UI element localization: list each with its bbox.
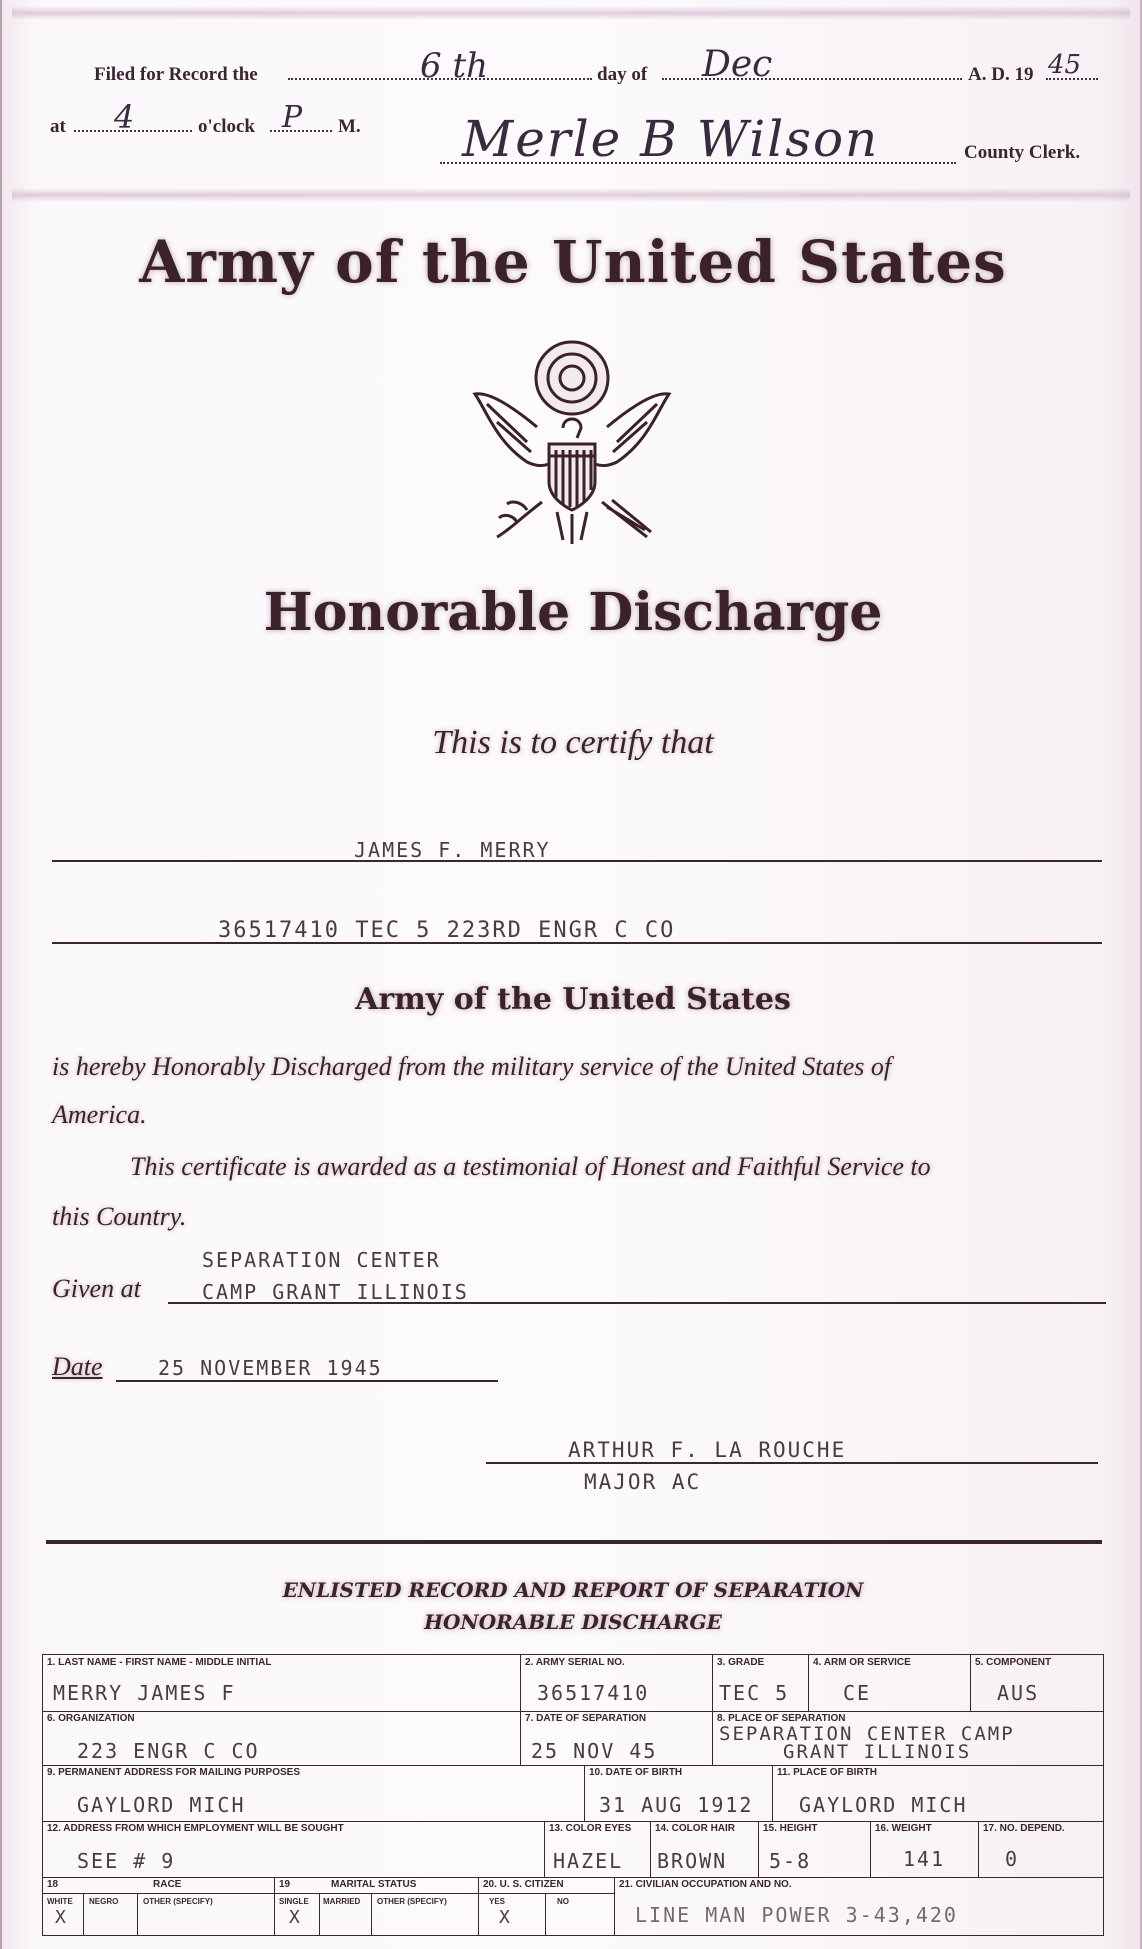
field-organization-value: 223 ENGR C CO [77,1739,260,1763]
serial-line-value: 36517410 TEC 5 223RD ENGR C CO [218,918,676,943]
field-address-header: 9. PERMANENT ADDRESS FOR MAILING PURPOSES [47,1767,300,1778]
ad-label: A. D. 19 [968,64,1034,85]
field-address [43,1765,585,1821]
citizen-opt-no: NO [557,1897,569,1906]
discharge-text-2: America. [52,1100,147,1129]
field-grade [713,1655,809,1711]
signer-line [486,1462,1098,1464]
field-hair [651,1821,759,1877]
serial-line [52,942,1102,944]
field-serial-value: 36517410 [537,1681,650,1705]
oclock-label: o'clock [198,116,255,137]
field-eyes [545,1821,651,1877]
record-grid [42,1654,1104,1936]
field-dependents-value: 0 [1005,1847,1020,1871]
field-race-header: RACE [153,1879,182,1890]
field-birth-date-header: 10. DATE OF BIRTH [589,1767,683,1778]
field-organization [43,1711,521,1765]
record-row-5 [43,1877,1105,1935]
branch-text: Army of the United States [355,982,791,1017]
field-weight-value: 141 [903,1847,946,1871]
race-sub-divider [43,1893,274,1894]
race-mark: X [55,1907,68,1928]
field-grade-header: 3. GRADE [717,1657,765,1668]
field-eyes-value: HAZEL [553,1849,624,1873]
field-name-header: 1. LAST NAME - FIRST NAME - MIDDLE INITIAL [47,1657,272,1668]
marital-opt-married: MARRIED [323,1897,361,1906]
citizen-sub-col-1 [545,1893,546,1935]
field-occupation [615,1877,1105,1935]
field-citizen-header: 20. U. S. CITIZEN [483,1879,564,1890]
great-seal-eagle-icon [467,332,677,552]
date-line [116,1380,498,1382]
hour-value: 4 [114,98,135,136]
field-separation-place-value-1: SEPARATION CENTER CAMP [719,1723,1015,1745]
given-at-line [168,1302,1106,1304]
field-birth-place-value: GAYLORD MICH [799,1793,968,1817]
field-height-value: 5-8 [769,1849,812,1873]
day-of-label: day of [597,64,648,85]
field-serial-header: 2. ARMY SERIAL NO. [525,1657,625,1668]
section-divider [46,1540,1102,1544]
record-row-1 [43,1655,1105,1711]
field-marital [275,1877,479,1935]
field-arm-header: 4. ARM OR SERVICE [813,1657,911,1668]
marital-sub-divider [275,1893,478,1894]
field-component [971,1655,1105,1711]
ampm-value: P [282,100,303,135]
field-weight [871,1821,979,1877]
discharge-text-1: is hereby Honorably Discharged from the military service of the United States of [52,1052,892,1081]
field-separation-place-value-2: GRANT ILLINOIS [783,1741,972,1763]
given-at-line1: SEPARATION CENTER [202,1248,441,1272]
filed-label: Filed for Record the [94,64,258,85]
header-band [12,188,1130,202]
field-citizen [479,1877,615,1935]
race-opt-negro: NEGRO [89,1897,119,1906]
name-value: JAMES F. MERRY [354,838,551,862]
field-marital-header: MARITAL STATUS [331,1879,417,1890]
award-text-2: this Country. [52,1202,187,1231]
field-birth-place [773,1765,1105,1821]
race-opt-other: OTHER (SPECIFY) [143,1897,213,1906]
field-name [43,1655,521,1711]
title-honorable-discharge: Honorable Discharge [263,582,883,643]
field-race-number: 18 [47,1879,59,1890]
given-at-label: Given at [52,1274,141,1303]
race-sub-col-1 [83,1893,84,1935]
marital-mark: X [289,1907,302,1928]
filed-year-value: 45 [1048,50,1082,80]
field-separation-place [713,1711,1105,1765]
field-dependents [979,1821,1105,1877]
field-birth-date-value: 31 AUG 1912 [599,1793,754,1817]
record-row-3 [43,1765,1105,1821]
filed-year-line [1046,78,1098,80]
field-organization-header: 6. ORGANIZATION [47,1713,135,1724]
field-separation-date [521,1711,713,1765]
citizen-mark: X [499,1907,512,1928]
field-marital-number: 19 [279,1879,291,1890]
field-grade-value: TEC 5 [719,1681,790,1705]
field-arm-value: CE [843,1681,872,1705]
field-weight-header: 16. WEIGHT [875,1823,932,1834]
marital-opt-other: OTHER (SPECIFY) [377,1897,447,1906]
certify-text: This is to certify that [432,724,714,761]
date-value: 25 NOVEMBER 1945 [158,1356,383,1380]
signer-rank: MAJOR AC [584,1470,702,1494]
record-title-1: ENLISTED RECORD AND REPORT OF SEPARATION [282,1578,864,1602]
field-dependents-header: 17. NO. DEPEND. [983,1823,1065,1834]
race-opt-white: WHITE [47,1897,73,1906]
record-row-2 [43,1711,1105,1765]
field-race [43,1877,275,1935]
field-separation-date-value: 25 NOV 45 [531,1739,658,1763]
given-at-line2: CAMP GRANT ILLINOIS [202,1280,469,1304]
field-height-header: 15. HEIGHT [763,1823,818,1834]
signer-name: ARTHUR F. LA ROUCHE [568,1438,847,1462]
field-birth-date [585,1765,773,1821]
field-serial [521,1655,713,1711]
field-occupation-value: LINE MAN POWER 3-43,420 [635,1903,958,1927]
record-row-4 [43,1821,1105,1877]
at-label: at [50,116,66,137]
heading-army: Army of the United States [139,228,1007,296]
field-arm [809,1655,971,1711]
field-component-value: AUS [997,1681,1040,1705]
field-height [759,1821,871,1877]
field-hair-header: 14. COLOR HAIR [655,1823,736,1834]
field-employment-address-value: SEE # 9 [77,1849,176,1873]
date-label: Date [52,1352,103,1381]
marital-sub-col-1 [319,1893,320,1935]
field-birth-place-header: 11. PLACE OF BIRTH [777,1767,878,1778]
field-name-value: MERRY JAMES F [53,1681,236,1705]
county-clerk-label: County Clerk. [964,142,1081,163]
award-text-1: This certificate is awarded as a testimonial of Honest and Faithful Service to [130,1152,931,1181]
field-eyes-header: 13. COLOR EYES [549,1823,632,1834]
name-line [52,860,1102,862]
marital-opt-single: SINGLE [279,1897,309,1906]
field-separation-place-header: 8. PLACE OF SEPARATION [717,1713,846,1724]
field-occupation-header: 21. CIVILIAN OCCUPATION AND NO. [619,1879,792,1890]
citizen-opt-yes: YES [489,1897,506,1906]
marital-sub-col-2 [371,1893,372,1935]
field-address-value: GAYLORD MICH [77,1793,246,1817]
citizen-sub-divider [479,1893,614,1894]
race-sub-col-2 [137,1893,138,1935]
field-employment-address-header: 12. ADDRESS FROM WHICH EMPLOYMENT WILL BE SOUGHT [47,1823,344,1834]
field-hair-value: BROWN [657,1849,728,1873]
field-separation-date-header: 7. DATE OF SEPARATION [525,1713,647,1724]
field-component-header: 5. COMPONENT [975,1657,1052,1668]
top-band [12,6,1130,20]
clerk-signature: Merle B Wilson [462,110,880,168]
m-label: M. [338,116,361,137]
field-employment-address [43,1821,545,1877]
filed-day-value: 6 th [420,46,488,86]
filed-month-value: Dec [702,44,773,85]
record-title-2: HONORABLE DISCHARGE [424,1610,722,1634]
